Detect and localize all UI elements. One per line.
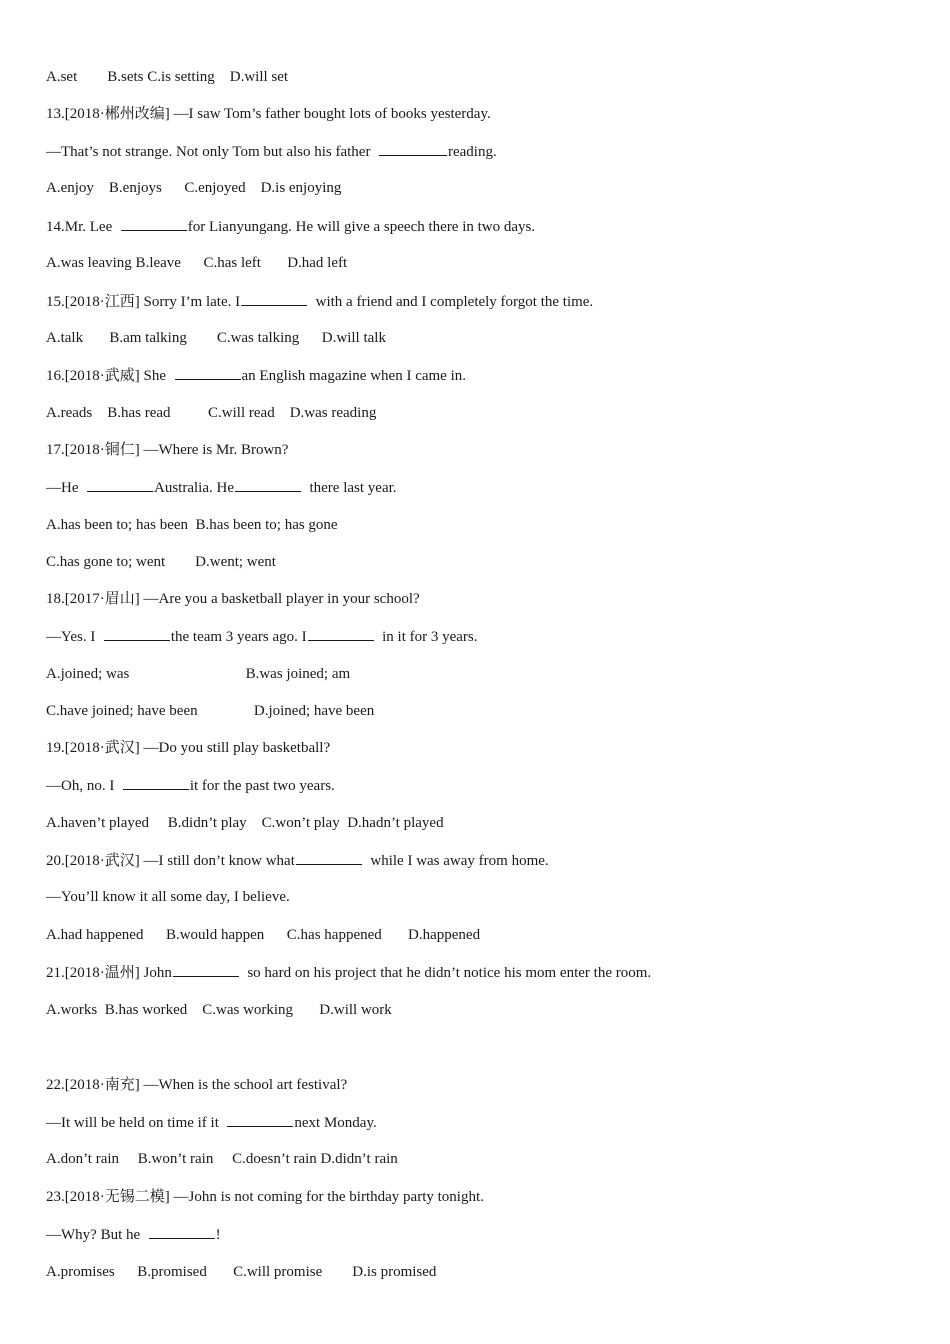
text-line — [46, 1000, 392, 1020]
answer-blank — [241, 291, 307, 306]
line-text: ! — [215, 1227, 221, 1243]
line-text: reading. — [447, 144, 497, 160]
answer-blank — [227, 1112, 293, 1127]
text-line — [46, 1187, 484, 1207]
line-text: an English magazine when I came in. — [241, 368, 467, 384]
answer-blank — [175, 365, 241, 380]
text-line — [46, 104, 491, 124]
text-line — [46, 552, 276, 572]
line-text: 14.Mr. Lee — [46, 219, 120, 235]
answer-blank — [149, 1224, 215, 1239]
line-text: while I was away from home. — [362, 853, 549, 869]
line-text: A.set — [46, 69, 78, 85]
line-text: —That’s not strange. Not only Tom but also his father — [46, 144, 378, 160]
text-line — [46, 813, 444, 833]
line-text: —It will be held on time if it — [46, 1115, 227, 1131]
line-text: A.don’t rain B.won’t rain C.doesn’t rain D.didn’t rain — [46, 1151, 398, 1167]
text-line — [46, 1262, 436, 1282]
line-text: A.enjoy B.enjoys C.enjoyed D.is enjoying — [46, 180, 342, 196]
text-line — [46, 887, 290, 907]
text-line — [46, 1075, 347, 1095]
answer-blank — [104, 626, 170, 641]
text-line — [46, 440, 288, 460]
line-text: B.was joined; am — [129, 666, 351, 682]
text-line — [46, 403, 376, 423]
line-text: 19.[2018·武汉] —Do you still play basketball? — [46, 740, 331, 756]
line-text: A.was leaving B.leave C.has left D.had left — [46, 255, 348, 271]
line-text: —Why? But he — [46, 1227, 148, 1243]
text-line — [46, 1112, 377, 1132]
answer-blank — [379, 141, 447, 156]
line-text: A.works B.has worked C.was working D.will work — [46, 1002, 392, 1018]
answer-blank — [121, 216, 187, 231]
line-text: 13.[2018·郴州改编] —I saw Tom’s father bought lots of books yesterday. — [46, 106, 491, 122]
text-line — [46, 515, 338, 535]
answer-blank — [87, 477, 153, 492]
line-text: next Monday. — [294, 1115, 377, 1131]
line-text: 15.[2018·江西] Sorry I’m late. I — [46, 294, 241, 310]
text-line — [46, 962, 651, 982]
text-line — [46, 1149, 398, 1169]
line-text: for Lianyungang. He will give a speech there in two days. — [187, 219, 536, 235]
text-line — [46, 850, 549, 870]
text-line — [46, 775, 335, 795]
answer-blank — [296, 850, 362, 865]
answer-blank — [123, 775, 189, 790]
line-text: 16.[2018·武威] She — [46, 368, 174, 384]
text-line — [46, 365, 466, 385]
line-text: A.haven’t played B.didn’t play C.won’t play D.hadn’t played — [46, 815, 444, 831]
text-line — [46, 589, 420, 609]
line-text: 18.[2017·眉山] —Are you a basketball player in your school? — [46, 591, 420, 607]
line-text: 21.[2018·温州] John — [46, 965, 172, 981]
line-text: 22.[2018·南充] —When is the school art festival? — [46, 1077, 348, 1093]
line-text: there last year. — [301, 480, 397, 496]
line-text: 17.[2018·铜仁] —Where is Mr. Brown? — [46, 442, 289, 458]
text-line — [46, 477, 397, 497]
line-text: A.reads B.has read C.will read D.was reading — [46, 405, 377, 421]
text-line — [46, 738, 330, 758]
line-text: —He — [46, 480, 86, 496]
line-text: —You’ll know it all some day, I believe. — [46, 889, 290, 905]
line-text: A.joined; was — [46, 666, 130, 682]
text-line — [46, 925, 480, 945]
line-text: it for the past two years. — [189, 778, 335, 794]
line-text: C.have joined; have been — [46, 703, 198, 719]
text-line — [46, 626, 478, 646]
text-line — [46, 253, 347, 273]
text-line — [46, 664, 350, 684]
line-text: B.sets C.is setting D.will set — [77, 69, 289, 85]
line-text: with a friend and I completely forgot the time. — [308, 294, 594, 310]
line-text: A.talk B.am talking C.was talking D.will talk — [46, 330, 386, 346]
answer-blank — [173, 962, 239, 977]
text-line — [46, 178, 341, 198]
line-text: —Yes. I — [46, 629, 103, 645]
text-line — [46, 1224, 221, 1244]
answer-blank — [235, 477, 301, 492]
line-text: 23.[2018·无锡二模] —John is not coming for the birthday party tonight. — [46, 1189, 484, 1205]
line-text: Australia. He — [154, 480, 234, 496]
text-line — [46, 67, 288, 87]
line-text: A.promises B.promised C.will promise D.is promised — [46, 1264, 437, 1280]
text-line — [46, 216, 535, 236]
text-line — [46, 328, 386, 348]
line-text: the team 3 years ago. I — [170, 629, 307, 645]
line-text: in it for 3 years. — [374, 629, 478, 645]
line-text: 20.[2018·武汉] —I still don’t know what — [46, 853, 295, 869]
line-text: D.joined; have been — [197, 703, 375, 719]
answer-blank — [308, 626, 374, 641]
line-text: A.has been to; has been B.has been to; has gone — [46, 517, 338, 533]
line-text: —Oh, no. I — [46, 778, 122, 794]
line-text: so hard on his project that he didn’t notice his mom enter the room. — [239, 965, 652, 981]
line-text: A.had happened B.would happen C.has happened D.happened — [46, 927, 481, 943]
line-text: C.has gone to; went D.went; went — [46, 554, 276, 570]
text-line — [46, 701, 374, 721]
text-line — [46, 141, 497, 161]
text-line — [46, 291, 593, 311]
